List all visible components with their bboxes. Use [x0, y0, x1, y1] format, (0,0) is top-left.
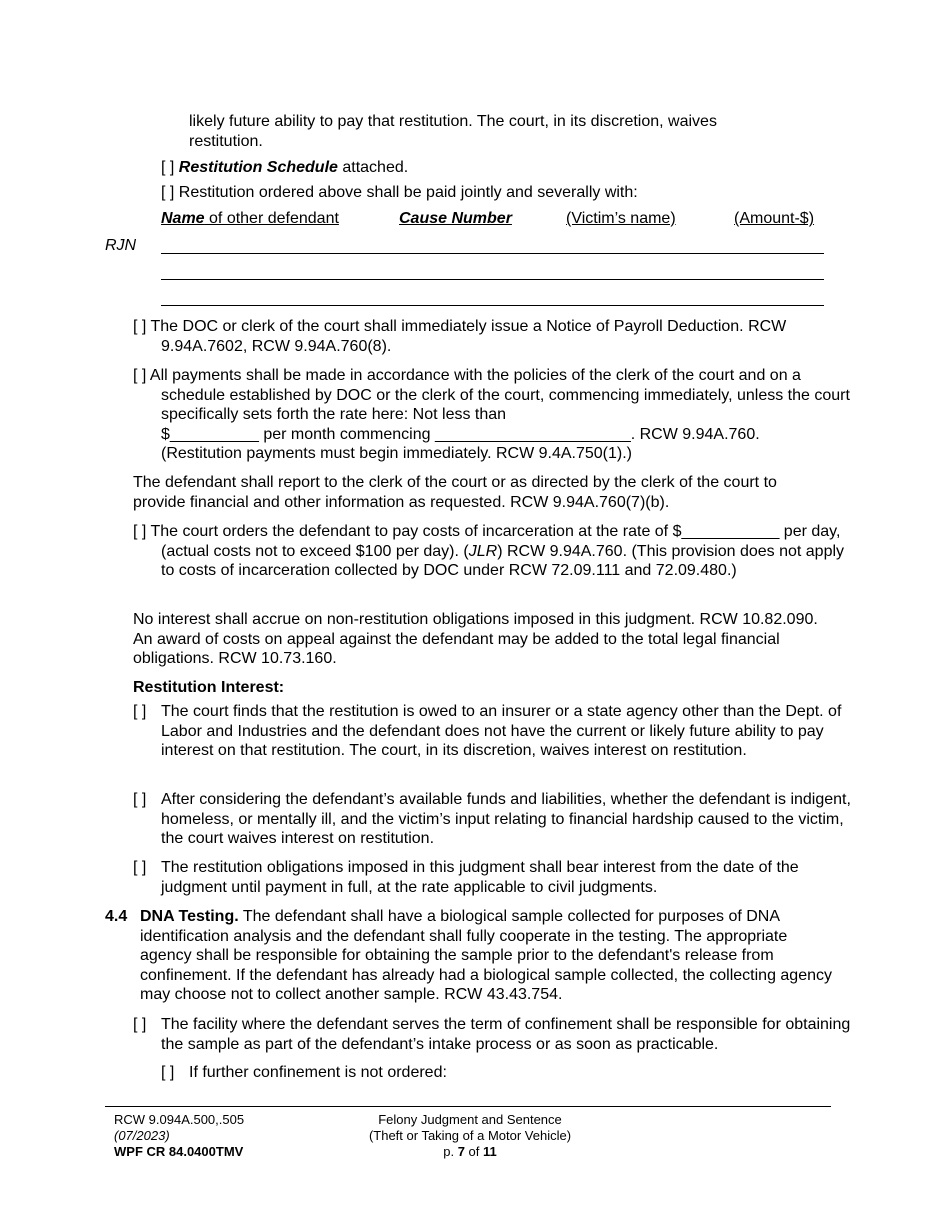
restitution-schedule-checkbox[interactable]: [ ]	[161, 159, 175, 176]
restitution-interest-option	[133, 858, 859, 897]
option-text: If further confinement is not ordered:	[189, 1064, 447, 1081]
entry-line[interactable]	[161, 253, 824, 254]
header-name-bold: Name	[161, 210, 205, 227]
section-number: 4.4	[105, 908, 128, 925]
dna-testing-paragraph	[140, 907, 835, 1005]
option-text: The facility where the defendant serves the term of confinement shall be responsible for obtaining the sample as part of the defendant’s intake process or as soon as practicable.	[161, 1016, 851, 1053]
option-text: The restitution obligations imposed in this judgment shall bear interest from the date of the judgment until payment in full, at the rate applicable to civil judgments.	[161, 859, 799, 896]
option-checkbox[interactable]: [ ]	[133, 791, 147, 808]
footer-total-pages: 11	[483, 1144, 497, 1159]
restitution-schedule-rest: attached.	[337, 159, 409, 176]
footer-page-prefix: p.	[443, 1144, 458, 1159]
restitution-schedule-line	[161, 158, 821, 178]
header-victim-name: (Victim’s name)	[566, 210, 676, 227]
footer-left	[114, 1112, 244, 1160]
footer-rule	[105, 1106, 831, 1107]
incarceration-paragraph	[133, 522, 859, 581]
incarceration-text-2: ) RCW 9.94A.760. (This provision does not apply to costs of incarceration collected by DOC under RCW 72.09.111 and 72.09.480.)	[161, 542, 845, 579]
footer-page-of: of	[464, 1144, 484, 1159]
footer-title: Felony Judgment and Sentence	[378, 1112, 562, 1127]
dna-testing-text: The defendant shall have a biological sample collected for purposes of DNA identification analysis and the defendant shall fully cooperate in the testing. The appropriate agency shall be responsible for obtaining the sample prior to the defendant's release from confinement. If the defendant has already had a biological sample collected, the collecting agency may choose not to collect another sample. RCW 43.43.754.	[140, 908, 832, 1003]
payments-text-3: (Restitution payments must begin immediately. RCW 9.4A.750(1).)	[161, 445, 632, 462]
option-checkbox[interactable]: [ ]	[133, 1016, 147, 1033]
report-paragraph: The defendant shall report to the clerk of the court or as directed by the clerk of the court to provide financial and other information as requested. RCW 9.94A.760(7)(b).	[133, 474, 777, 511]
header-amount: (Amount-$)	[734, 210, 815, 227]
option-checkbox[interactable]: [ ]	[133, 859, 147, 876]
entry-line[interactable]	[161, 279, 824, 280]
restitution-continuation: likely future ability to pay that restitution. The court, in its discretion, waives restitution.	[189, 113, 717, 150]
further-confinement-option	[161, 1063, 761, 1083]
header-cause-number: Cause Number	[399, 210, 512, 227]
restitution-interest-option	[133, 702, 859, 761]
footer-rcw: RCW 9.094A.500,.505	[114, 1112, 245, 1127]
footer-date: (07/2023)	[114, 1128, 170, 1143]
footer-center	[320, 1112, 620, 1160]
entry-line[interactable]	[161, 305, 824, 306]
incarceration-text-1: [ ] The court orders the defendant to pay costs of incarceration at the rate of $___________ per day, (actual costs not to exceed $100 per day). (	[133, 523, 841, 560]
joint-several-line: [ ] Restitution ordered above shall be paid jointly and severally with:	[161, 184, 638, 201]
footer-page-number	[320, 1144, 620, 1160]
initials-rjn: RJN	[105, 237, 137, 254]
dna-facility-option	[133, 1015, 859, 1054]
footer-subtitle: (Theft or Taking of a Motor Vehicle)	[368, 1128, 572, 1143]
payments-text-2: $__________ per month commencing ______________________. RCW 9.94A.760.	[161, 425, 760, 443]
option-checkbox[interactable]: [ ]	[133, 703, 147, 720]
footer-page: 7	[457, 1144, 465, 1159]
header-name-rest: of other defendant	[204, 210, 339, 227]
restitution-interest-heading: Restitution Interest:	[133, 679, 285, 696]
option-text: The court finds that the restitution is owed to an insurer or a state agency other than the Dept. of Labor and Industries and the defendant does not have the current or likely future ability to pay interest on that restitution. The court, in its discretion, waives interest on restitution.	[161, 703, 842, 759]
payments-text-1: [ ] All payments shall be made in accordance with the policies of the clerk of the court and on a schedule established by DOC or the clerk of the court, commencing immediately, unless the court specifically sets forth the rate here: Not less than	[133, 367, 850, 423]
restitution-schedule-label: Restitution Schedule	[178, 159, 338, 176]
restitution-interest-option	[133, 790, 859, 849]
option-checkbox[interactable]: [ ]	[161, 1064, 175, 1081]
payroll-deduction-paragraph: [ ] The DOC or clerk of the court shall immediately issue a Notice of Payroll Deduction. RCW 9.94A.7602, RCW 9.94A.760(8).	[133, 318, 787, 355]
incarceration-jlr: JLR	[468, 542, 498, 560]
footer-form-number: WPF CR 84.0400TMV	[114, 1144, 244, 1159]
no-interest-paragraph: No interest shall accrue on non-restitution obligations imposed in this judgment. RCW 10.82.090. An award of costs on appeal against the defendant may be added to the total legal financial obligations. RCW 10.73.160.	[133, 611, 818, 667]
header-name-other-defendant	[161, 209, 339, 229]
option-text: After considering the defendant’s available funds and liabilities, whether the defendant is indigent, homeless, or mentally ill, and the victim’s input relating to financial hardship caused to the victim, the court waives interest on restitution.	[161, 791, 851, 847]
payments-paragraph	[133, 366, 861, 464]
dna-testing-title: DNA Testing.	[140, 908, 239, 925]
